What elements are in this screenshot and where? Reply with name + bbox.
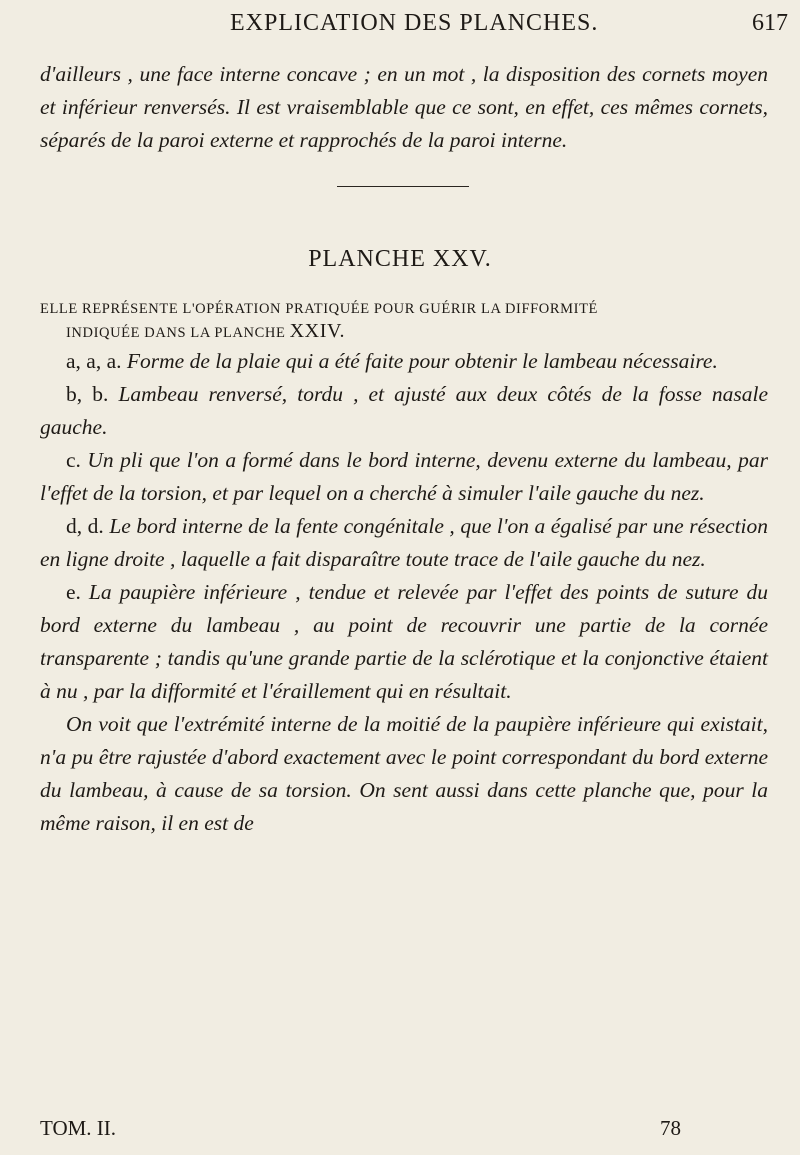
legend-text: Le bord interne de la fente congénitale , que l'on a égalisé par une résection en ligne droite , laquelle a fait disparaître toute trace de l'aile gauche du nez.	[40, 514, 769, 571]
plate-title: PLANCHE XXV.	[308, 246, 492, 272]
legend-list	[40, 345, 768, 840]
section-divider	[337, 186, 469, 187]
legend-text: La paupière inférieure , tendue et relevée par l'effet des points de suture du bord externe du lambeau , au point de recouvrir une partie de la cornée transparente ; tandis qu'une grande partie de la sclérotique et la conjonctive étaient à nu , par la difformité et l'éraillement qui en résultait.	[40, 580, 768, 703]
plate-description	[40, 298, 768, 344]
plate-description-text: INDIQUÉE DANS LA PLANCHE	[66, 325, 286, 341]
legend-text: Lambeau renversé, tordu , et ajusté aux deux côtés de la fosse nasale gauche.	[40, 382, 769, 439]
closing-paragraph: On voit que l'extrémité interne de la moitié de la paupière inférieure qui existait, n'a pu être rajustée d'abord exactement avec le point correspondant du bord externe du lambeau, à cause de sa torsion. On sent aussi dans cette planche que, pour la même raison, il en est de	[40, 712, 768, 835]
legend-item	[40, 576, 768, 708]
signature-mark: 78	[660, 1116, 681, 1140]
legend-item	[40, 345, 768, 378]
plate-description-line2	[40, 320, 768, 344]
legend-text: Un pli que l'on a formé dans le bord interne, devenu externe du lambeau, par l'effet de la torsion, et par lequel on a cherché à simuler l'aile gauche du nez.	[40, 448, 768, 505]
legend-item	[40, 378, 768, 444]
plate-reference: XXIV.	[289, 320, 346, 342]
legend-item	[40, 444, 768, 510]
legend-item	[40, 510, 768, 576]
running-title: EXPLICATION DES PLANCHES.	[230, 10, 599, 36]
volume-label: TOM. II.	[40, 1116, 117, 1140]
plate-description-line1: ELLE REPRÉSENTE L'OPÉRATION PRATIQUÉE POUR GUÉRIR LA DIFFORMITÉ	[40, 301, 598, 317]
legend-label: a, a, a.	[66, 349, 122, 373]
page-number: 617	[752, 10, 788, 36]
legend-label: e.	[66, 580, 81, 604]
legend-label: d, d.	[66, 514, 104, 538]
legend-label: b, b.	[66, 382, 109, 406]
legend-text: Forme de la plaie qui a été faite pour obtenir le lambeau nécessaire.	[126, 349, 718, 373]
legend-label: c.	[66, 448, 81, 472]
page-footer	[40, 1116, 768, 1141]
intro-paragraph: d'ailleurs , une face interne concave ; en un mot , la disposition des cornets moyen et inférieur renversés. Il est vraisemblable que ce sont, en effet, ces mêmes cornets, séparés de la paroi externe et rapprochés de la paroi interne.	[40, 62, 768, 152]
